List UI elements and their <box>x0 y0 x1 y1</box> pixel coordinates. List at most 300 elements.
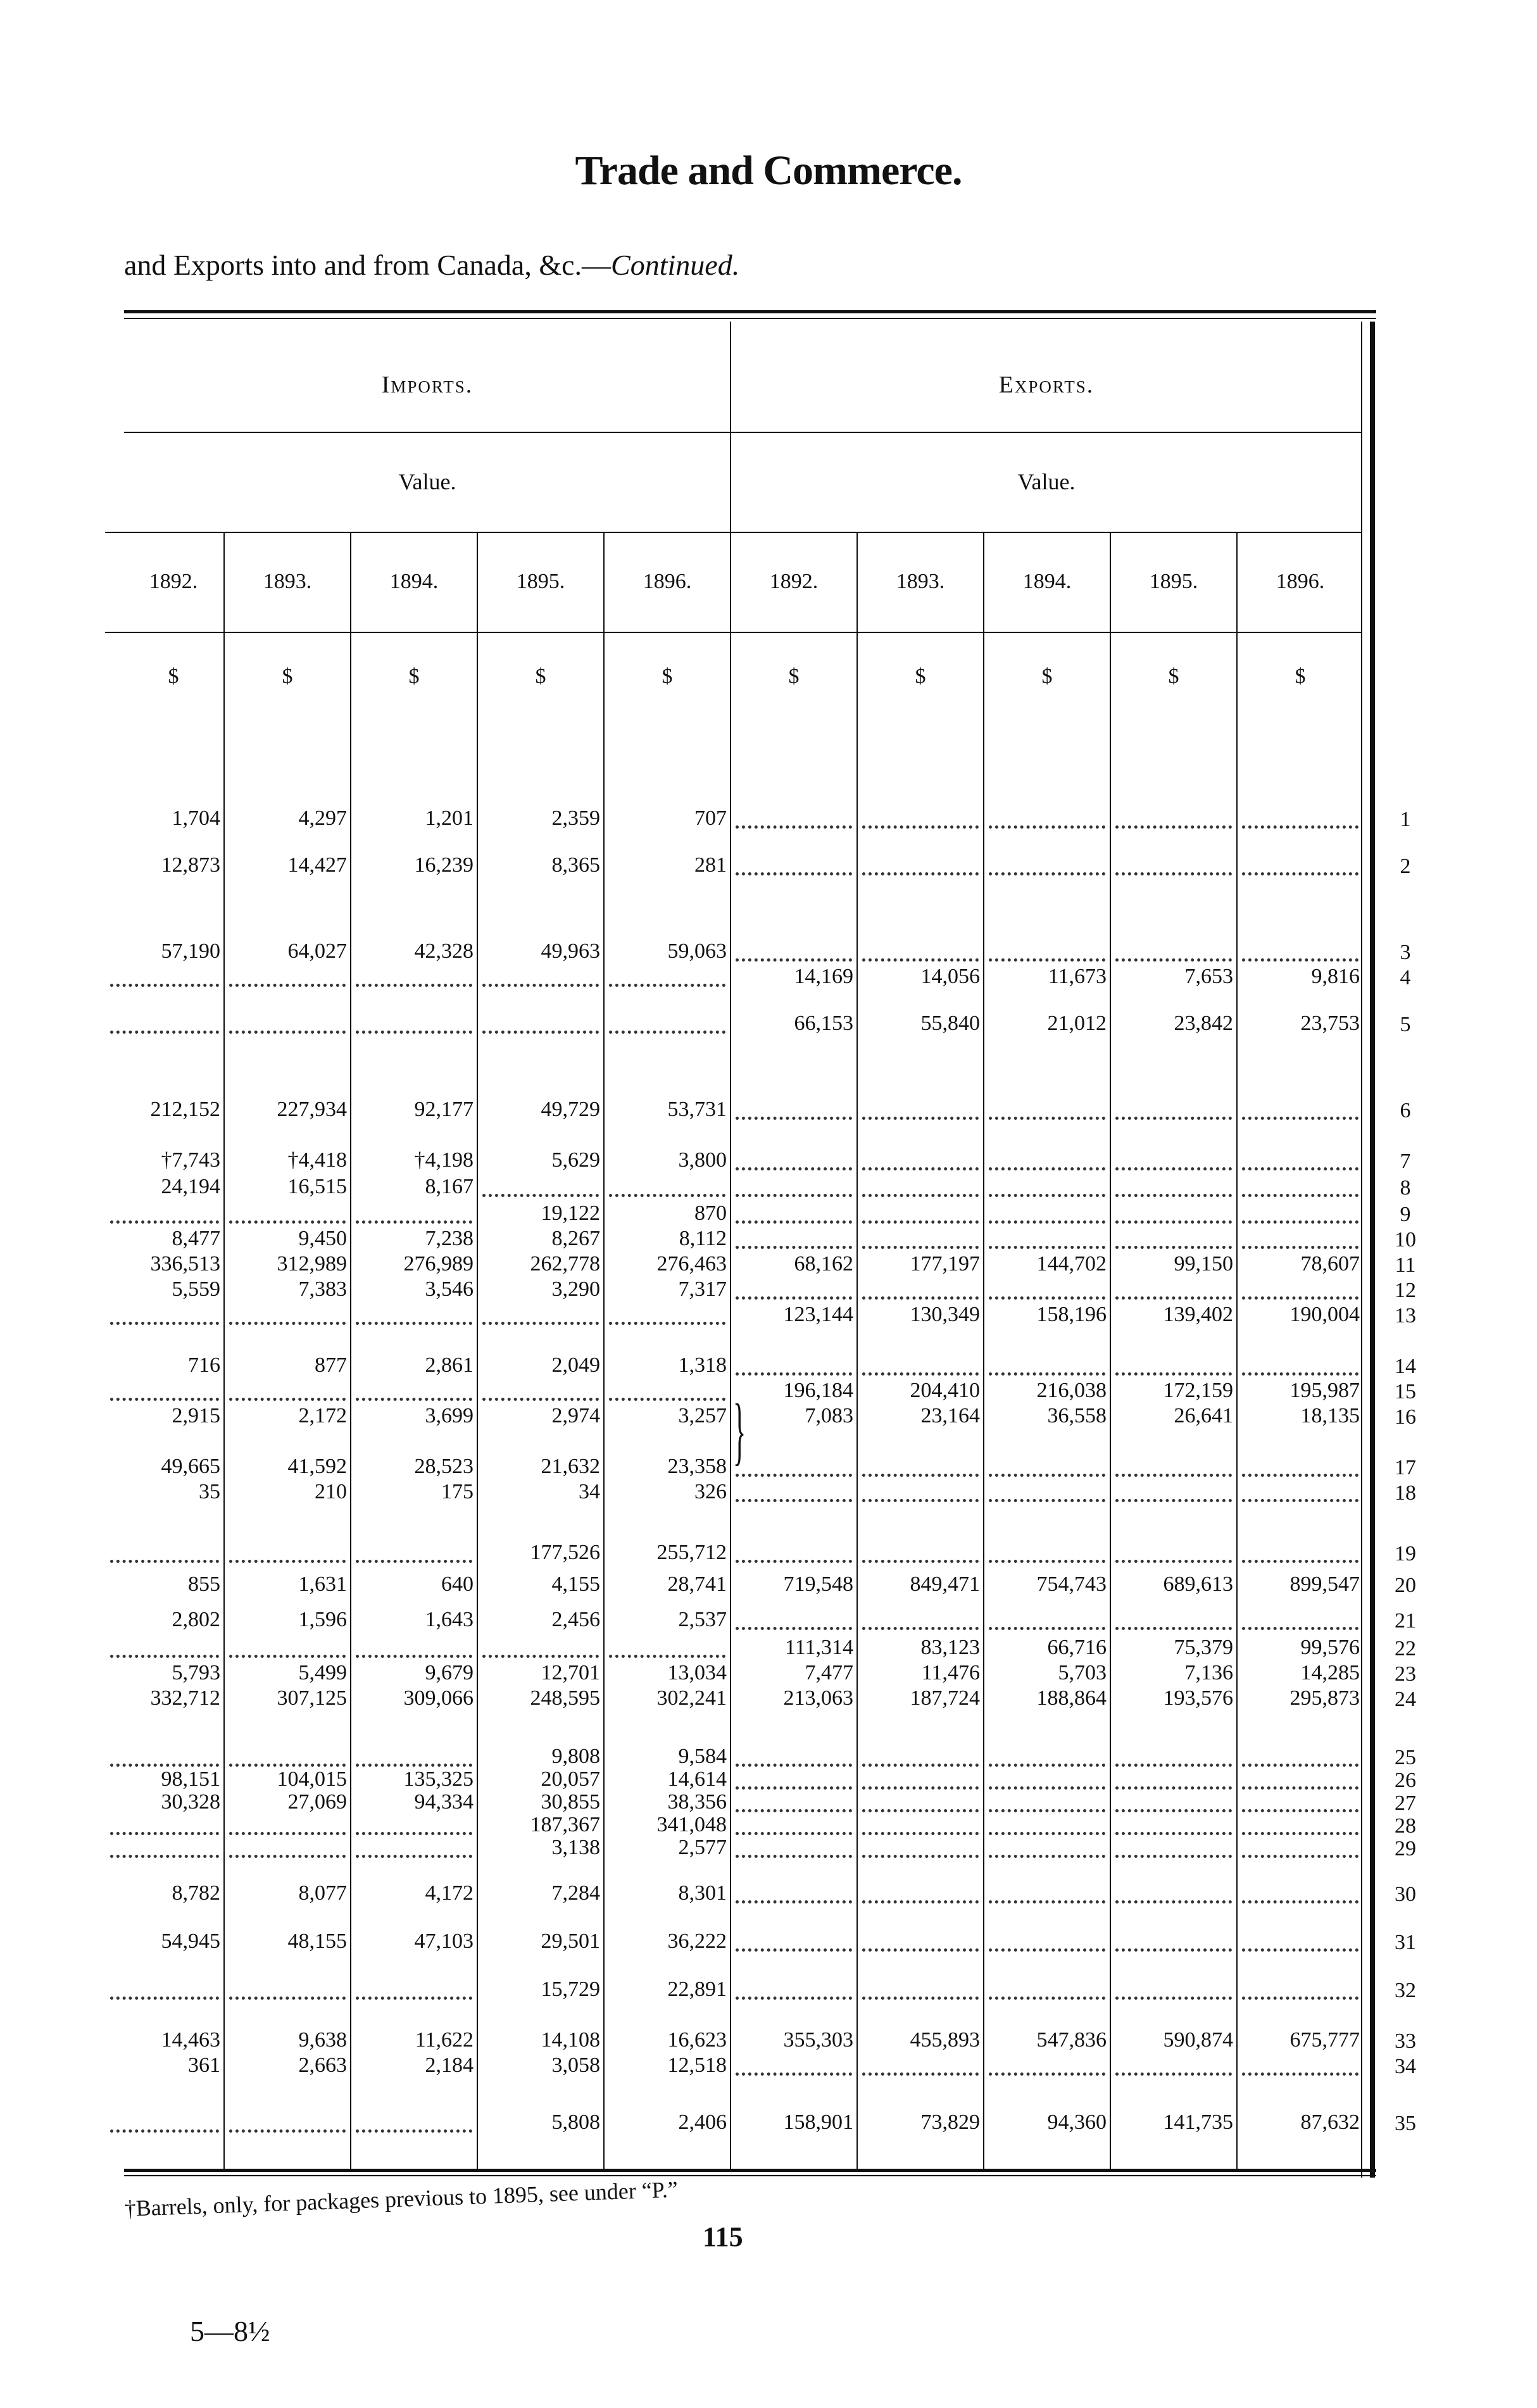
leader-dots <box>1115 958 1232 962</box>
leader-dots <box>862 825 979 829</box>
row-number: 10 <box>1395 1228 1416 1251</box>
table-cell: 49,729 <box>541 1098 600 1121</box>
table-cell: 212,152 <box>150 1098 220 1121</box>
table-cell: 47,103 <box>414 1929 474 1953</box>
table-cell: 83,123 <box>920 1636 980 1659</box>
leader-dots <box>1115 825 1232 829</box>
table-cell: 94,334 <box>414 1790 474 1814</box>
brace-right: } <box>733 1388 746 1472</box>
leader-dots <box>1242 1167 1358 1170</box>
leader-dots <box>989 1832 1105 1835</box>
table-cell: 66,153 <box>794 1012 853 1035</box>
col-sep-6 <box>856 533 858 2169</box>
table-cell: 22,891 <box>667 1978 727 2001</box>
leader-dots <box>862 1296 979 1300</box>
table-cell: 3,290 <box>551 1277 600 1301</box>
table-cell: 309,066 <box>403 1686 474 1710</box>
leader-dots <box>1115 1832 1232 1835</box>
row-number: 32 <box>1395 1979 1416 2002</box>
currency-col-4: $ <box>535 665 546 688</box>
exports-year-1894: 1894. <box>1022 570 1072 593</box>
leader-dots <box>862 1117 979 1120</box>
table-cell: 21,632 <box>541 1455 600 1478</box>
table-cell: 15,729 <box>541 1978 600 2001</box>
table-cell: 193,576 <box>1163 1686 1233 1710</box>
table-cell: 689,613 <box>1163 1572 1233 1596</box>
table-cell: 24,194 <box>161 1175 220 1198</box>
col-sep-4 <box>603 533 605 2169</box>
leader-dots <box>989 1764 1105 1767</box>
leader-dots <box>1242 1560 1358 1563</box>
table-cell: 899,547 <box>1289 1572 1360 1596</box>
table-cell: 341,048 <box>656 1813 727 1836</box>
table-cell: 3,699 <box>425 1404 474 1427</box>
row-number: 7 <box>1400 1150 1411 1173</box>
table-cell: 7,284 <box>551 1881 600 1905</box>
leader-dots <box>110 1220 219 1224</box>
table-cell: 99,576 <box>1300 1636 1360 1659</box>
leader-dots <box>989 958 1105 962</box>
leader-dots <box>736 1499 852 1502</box>
leader-dots <box>110 2129 219 2133</box>
leader-dots <box>609 1322 725 1325</box>
table-cell: 175 <box>441 1480 474 1503</box>
table-cell: 336,513 <box>150 1252 220 1276</box>
leader-dots <box>1242 872 1358 875</box>
table-cell: 21,012 <box>1047 1012 1107 1035</box>
table-cell: 30,855 <box>541 1790 600 1814</box>
table-cell: 28,741 <box>667 1572 727 1596</box>
row-number: 24 <box>1395 1688 1416 1711</box>
table-cell: 4,297 <box>298 806 347 830</box>
table-cell: 5,629 <box>551 1148 600 1172</box>
table-cell: 18,135 <box>1300 1404 1360 1427</box>
table-cell: 4,155 <box>551 1572 600 1596</box>
table-cell: 158,196 <box>1036 1303 1107 1326</box>
leader-dots <box>229 1764 346 1767</box>
table-cell: 23,358 <box>667 1455 727 1478</box>
row-number: 29 <box>1395 1837 1416 1860</box>
leader-dots <box>609 1031 725 1034</box>
table-cell: 12,518 <box>667 2054 727 2077</box>
table-cell: 355,303 <box>783 2028 853 2052</box>
leader-dots <box>989 1296 1105 1300</box>
leader-dots <box>736 1296 852 1300</box>
table-cell: 276,463 <box>656 1252 727 1276</box>
table-cell: 98,151 <box>161 1767 220 1791</box>
table-cell: 870 <box>694 1201 727 1225</box>
imports-year-1894: 1894. <box>389 570 439 593</box>
leader-dots <box>736 1997 852 2000</box>
table-cell: †7,743 <box>161 1148 220 1172</box>
value-rule <box>105 532 1361 533</box>
leader-dots <box>1242 1855 1358 1858</box>
leader-dots <box>736 1786 852 1790</box>
table-cell: 675,777 <box>1289 2028 1360 2052</box>
table-cell: 36,222 <box>667 1929 727 1953</box>
table-cell: 49,963 <box>541 939 600 963</box>
exports-year-1893: 1893. <box>896 570 945 593</box>
exports-year-1895: 1895. <box>1149 570 1198 593</box>
leader-dots <box>1242 1764 1358 1767</box>
row-number: 13 <box>1395 1304 1416 1327</box>
table-cell: 144,702 <box>1036 1252 1107 1276</box>
leader-dots <box>736 1117 852 1120</box>
leader-dots <box>989 2073 1105 2076</box>
table-cell: 707 <box>694 806 727 830</box>
exports-year-1892: 1892. <box>769 570 819 593</box>
table-cell: 855 <box>188 1572 220 1596</box>
leader-dots <box>862 1786 979 1790</box>
table-cell: 12,701 <box>541 1661 600 1684</box>
table-cell: 2,802 <box>172 1608 220 1631</box>
leader-dots <box>356 1764 472 1767</box>
leader-dots <box>356 1855 472 1858</box>
table-cell: 92,177 <box>414 1098 474 1121</box>
row-number: 9 <box>1400 1203 1411 1226</box>
leader-dots <box>862 1832 979 1835</box>
row-number: 4 <box>1400 966 1411 989</box>
row-number: 8 <box>1400 1176 1411 1200</box>
table-cell: 9,584 <box>678 1745 727 1768</box>
leader-dots <box>1115 1948 1232 1952</box>
table-cell: 7,317 <box>678 1277 727 1301</box>
table-cell: 2,184 <box>425 2054 474 2077</box>
leader-dots <box>862 1499 979 1502</box>
leader-dots <box>482 984 599 987</box>
table-cell: 248,595 <box>530 1686 600 1710</box>
leader-dots <box>862 1167 979 1170</box>
leader-dots <box>1115 1220 1232 1224</box>
row-number: 22 <box>1395 1637 1416 1660</box>
row-number: 26 <box>1395 1769 1416 1792</box>
leader-dots <box>356 1220 472 1224</box>
table-cell: 16,515 <box>287 1175 347 1198</box>
table-cell: 227,934 <box>277 1098 347 1121</box>
leader-dots <box>862 1220 979 1224</box>
table-cell: 8,477 <box>172 1227 220 1250</box>
table-cell: 30,328 <box>161 1790 220 1814</box>
table-cell: 2,049 <box>551 1353 600 1377</box>
leader-dots <box>862 1764 979 1767</box>
leader-dots <box>1115 1499 1232 1502</box>
leader-dots <box>482 1031 599 1034</box>
currency-col-3: $ <box>408 665 420 688</box>
table-cell: 26,641 <box>1174 1404 1233 1427</box>
table-cell: 255,712 <box>656 1541 727 1564</box>
currency-col-6: $ <box>788 665 800 688</box>
row-number: 14 <box>1395 1355 1416 1378</box>
currency-col-10: $ <box>1295 665 1306 688</box>
leader-dots <box>229 1560 346 1563</box>
leader-dots <box>110 1832 219 1835</box>
table-cell: 16,623 <box>667 2028 727 2052</box>
leader-dots <box>356 984 472 987</box>
leader-dots <box>1115 1296 1232 1300</box>
leader-dots <box>736 1855 852 1858</box>
table-cell: 20,057 <box>541 1767 600 1791</box>
row-number: 27 <box>1395 1791 1416 1815</box>
table-cell: 2,456 <box>551 1608 600 1631</box>
table-cell: 38,356 <box>667 1790 727 1814</box>
table-cell: 177,526 <box>530 1541 600 1564</box>
subtitle-continued: Continued. <box>611 249 740 281</box>
imports-value-label: Value. <box>398 469 456 494</box>
leader-dots <box>989 1499 1105 1502</box>
table-cell: 78,607 <box>1300 1252 1360 1276</box>
table-cell: 9,450 <box>298 1227 347 1250</box>
leader-dots <box>1115 1560 1232 1563</box>
row-number: 35 <box>1395 2112 1416 2135</box>
row-number: 31 <box>1395 1931 1416 1954</box>
table-cell: 7,136 <box>1184 1661 1233 1684</box>
leader-dots <box>1242 1246 1358 1249</box>
leader-dots <box>1242 1627 1358 1630</box>
year-rule <box>105 632 1361 633</box>
table-cell: 9,679 <box>425 1661 474 1684</box>
table-cell: 7,083 <box>805 1404 853 1427</box>
leader-dots <box>356 1322 472 1325</box>
row-number: 19 <box>1395 1542 1416 1565</box>
leader-dots <box>1242 1832 1358 1835</box>
table-cell: 5,793 <box>172 1661 220 1684</box>
leader-dots <box>736 1764 852 1767</box>
table-cell: 849,471 <box>910 1572 980 1596</box>
table-cell: 29,501 <box>541 1929 600 1953</box>
leader-dots <box>229 1655 346 1658</box>
imports-year-1896: 1896. <box>643 570 692 593</box>
leader-dots <box>862 1627 979 1630</box>
table-cell: 19,122 <box>541 1201 600 1225</box>
table-cell: 55,840 <box>920 1012 980 1035</box>
table-cell: 216,038 <box>1036 1379 1107 1402</box>
leader-dots <box>736 1220 852 1224</box>
leader-dots <box>229 1322 346 1325</box>
table-cell: 2,406 <box>678 2110 727 2134</box>
table-bottom-rule <box>124 2169 1376 2172</box>
group-rule <box>124 432 1361 433</box>
table-cell: 210 <box>315 1480 347 1503</box>
col-sep-8 <box>1110 533 1111 2169</box>
table-cell: 1,596 <box>298 1608 347 1631</box>
leader-dots <box>1242 1296 1358 1300</box>
table-cell: 14,614 <box>667 1767 727 1791</box>
table-cell: 5,559 <box>172 1277 220 1301</box>
table-cell: 68,162 <box>794 1252 853 1276</box>
row-number: 28 <box>1395 1814 1416 1838</box>
leader-dots <box>110 1560 219 1563</box>
leader-dots <box>1115 2073 1232 2076</box>
table-cell: 57,190 <box>161 939 220 963</box>
leader-dots <box>1242 1997 1358 2000</box>
leader-dots <box>1115 1246 1232 1249</box>
table-cell: 2,359 <box>551 806 600 830</box>
table-cell: 54,945 <box>161 1929 220 1953</box>
leader-dots <box>229 1997 346 2000</box>
table-cell: 3,800 <box>678 1148 727 1172</box>
leader-dots <box>1115 1764 1232 1767</box>
table-cell: 64,027 <box>287 939 347 963</box>
table-cell: 2,663 <box>298 2054 347 2077</box>
table-cell: 123,144 <box>783 1303 853 1326</box>
leader-dots <box>1242 958 1358 962</box>
table-cell: 262,778 <box>530 1252 600 1276</box>
table-cell: 14,108 <box>541 2028 600 2052</box>
leader-dots <box>110 984 219 987</box>
leader-dots <box>862 1474 979 1477</box>
table-cell: 2,915 <box>172 1404 220 1427</box>
leader-dots <box>356 1031 472 1034</box>
table-cell: 7,477 <box>805 1661 853 1684</box>
leader-dots <box>862 1246 979 1249</box>
leader-dots <box>736 1832 852 1835</box>
leader-dots <box>736 958 852 962</box>
leader-dots <box>1115 1900 1232 1903</box>
table-cell: 213,063 <box>783 1686 853 1710</box>
leader-dots <box>1242 1372 1358 1376</box>
table-cell: 94,360 <box>1047 2110 1107 2134</box>
leader-dots <box>1115 1786 1232 1790</box>
row-number: 20 <box>1395 1574 1416 1597</box>
leader-dots <box>989 1997 1105 2000</box>
table-cell: 2,974 <box>551 1404 600 1427</box>
table-cell: 5,499 <box>298 1661 347 1684</box>
table-cell: 111,314 <box>785 1636 853 1659</box>
table-cell: 547,836 <box>1036 2028 1107 2052</box>
leader-dots <box>356 1560 472 1563</box>
leader-dots <box>1115 1372 1232 1376</box>
currency-col-9: $ <box>1168 665 1179 688</box>
row-number: 15 <box>1395 1380 1416 1403</box>
table-cell: 1,318 <box>678 1353 727 1377</box>
leader-dots <box>1115 1117 1232 1120</box>
table-cell: 99,150 <box>1174 1252 1233 1276</box>
table-cell: 8,167 <box>425 1175 474 1198</box>
table-right-border-thin <box>1361 322 1362 2178</box>
leader-dots <box>736 1474 852 1477</box>
table-cell: 1,631 <box>298 1572 347 1596</box>
leader-dots <box>356 1655 472 1658</box>
table-cell: 48,155 <box>287 1929 347 1953</box>
table-top-rule-2 <box>124 318 1376 319</box>
table-cell: 14,285 <box>1300 1661 1360 1684</box>
leader-dots <box>862 1809 979 1812</box>
leader-dots <box>609 984 725 987</box>
leader-dots <box>1242 1809 1358 1812</box>
table-cell: 5,808 <box>551 2110 600 2134</box>
leader-dots <box>989 1117 1105 1120</box>
leader-dots <box>356 1398 472 1401</box>
row-number: 17 <box>1395 1456 1416 1479</box>
table-cell: 28,523 <box>414 1455 474 1478</box>
table-right-border <box>1370 322 1375 2178</box>
leader-dots <box>989 1948 1105 1952</box>
table-cell: 139,402 <box>1163 1303 1233 1326</box>
table-cell: 276,989 <box>403 1252 474 1276</box>
leader-dots <box>736 1627 852 1630</box>
table-cell: 11,673 <box>1048 965 1107 988</box>
row-number: 23 <box>1395 1662 1416 1686</box>
table-cell: 141,735 <box>1163 2110 1233 2134</box>
leader-dots <box>1242 1786 1358 1790</box>
leader-dots <box>989 1809 1105 1812</box>
table-cell: 7,238 <box>425 1227 474 1250</box>
page-title: Trade and Commerce. <box>575 147 962 194</box>
leader-dots <box>989 1560 1105 1563</box>
table-cell: 8,365 <box>551 853 600 877</box>
leader-dots <box>736 1194 852 1197</box>
table-cell: 8,782 <box>172 1881 220 1905</box>
table-cell: 36,558 <box>1047 1404 1107 1427</box>
page-subtitle <box>124 248 739 282</box>
table-cell: 187,367 <box>530 1813 600 1836</box>
leader-dots <box>1115 1194 1232 1197</box>
leader-dots <box>862 1855 979 1858</box>
table-cell: 14,427 <box>287 853 347 877</box>
leader-dots <box>229 2129 346 2133</box>
table-cell: 16,239 <box>414 853 474 877</box>
leader-dots <box>989 1246 1105 1249</box>
row-number: 5 <box>1400 1013 1411 1036</box>
table-cell: 59,063 <box>667 939 727 963</box>
leader-dots <box>862 1997 979 2000</box>
leader-dots <box>1242 2073 1358 2076</box>
table-cell: 7,383 <box>298 1277 347 1301</box>
table-cell: 11,622 <box>415 2028 474 2052</box>
row-number: 16 <box>1395 1405 1416 1429</box>
table-cell: 307,125 <box>277 1686 347 1710</box>
trade-table <box>124 310 1383 2176</box>
imports-year-1895: 1895. <box>516 570 565 593</box>
table-cell: 23,842 <box>1174 1012 1233 1035</box>
row-number: 21 <box>1395 1609 1416 1633</box>
col-sep-3 <box>477 533 478 2169</box>
leader-dots <box>736 825 852 829</box>
currency-col-5: $ <box>662 665 673 688</box>
table-cell: 14,463 <box>161 2028 220 2052</box>
leader-dots <box>1115 1167 1232 1170</box>
leader-dots <box>110 1764 219 1767</box>
table-cell: 332,712 <box>150 1686 220 1710</box>
table-cell: 42,328 <box>414 939 474 963</box>
table-cell: 87,632 <box>1300 2110 1360 2134</box>
row-number: 6 <box>1400 1099 1411 1122</box>
leader-dots <box>989 1372 1105 1376</box>
table-cell: 11,476 <box>921 1661 980 1684</box>
row-number: 3 <box>1400 941 1411 964</box>
exports-year-1896: 1896. <box>1276 570 1325 593</box>
leader-dots <box>356 2129 472 2133</box>
row-number: 34 <box>1395 2055 1416 2078</box>
table-cell: 41,592 <box>287 1455 347 1478</box>
col-sep-9 <box>1236 533 1238 2169</box>
leader-dots <box>862 872 979 875</box>
table-cell: 4,172 <box>425 1881 474 1905</box>
leader-dots <box>736 2073 852 2076</box>
leader-dots <box>1115 1855 1232 1858</box>
row-number: 25 <box>1395 1746 1416 1769</box>
row-number: 2 <box>1400 855 1411 878</box>
table-cell: 7,653 <box>1184 965 1233 988</box>
imports-year-1893: 1893. <box>263 570 312 593</box>
leader-dots <box>1115 1474 1232 1477</box>
subtitle-main: and Exports into and from Canada, &c.— <box>124 249 612 281</box>
table-cell: 188,864 <box>1036 1686 1107 1710</box>
table-cell: 2,172 <box>298 1404 347 1427</box>
leader-dots <box>356 1832 472 1835</box>
table-cell: †4,418 <box>287 1148 347 1172</box>
leader-dots <box>989 1855 1105 1858</box>
